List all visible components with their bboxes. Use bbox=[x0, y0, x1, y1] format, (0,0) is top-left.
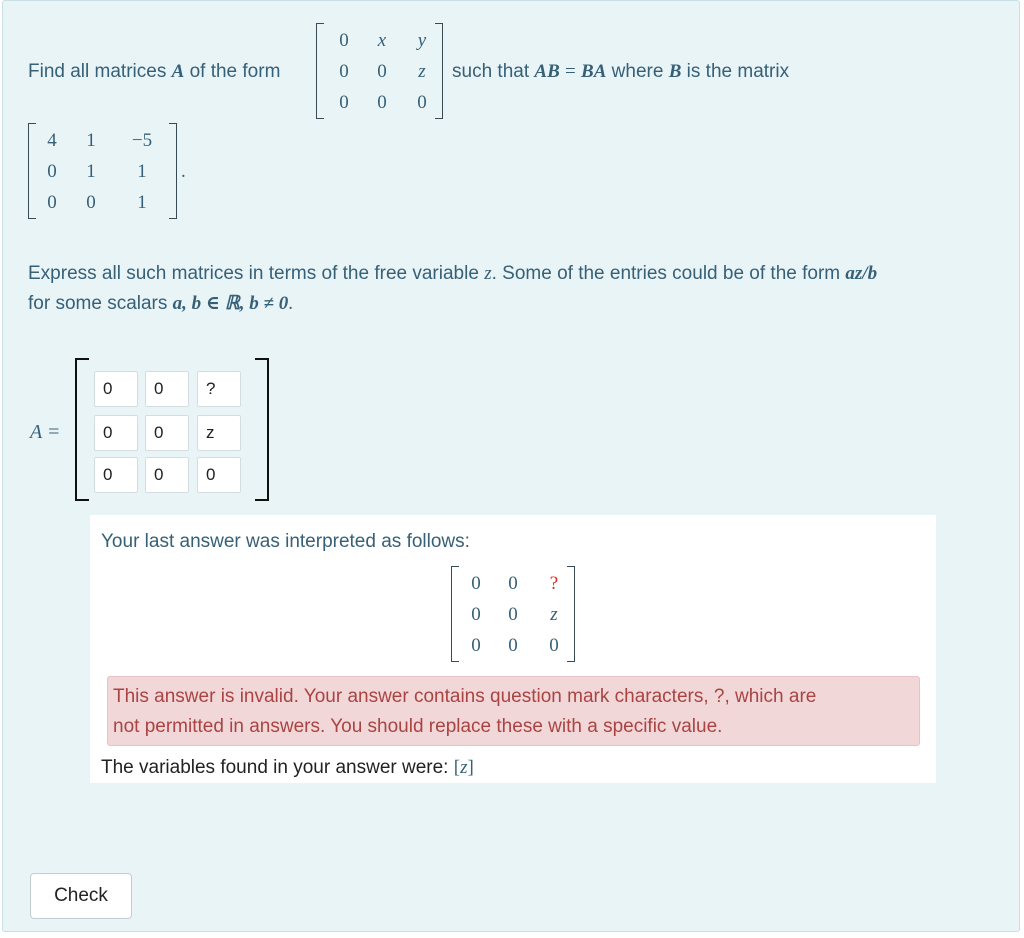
instruction-period: . bbox=[288, 293, 293, 314]
ba-expr: BA bbox=[581, 61, 607, 82]
interpreted-matrix-cell-2-1: 0 bbox=[508, 634, 518, 656]
b-matrix bbox=[35, 125, 171, 218]
answer-input-r2-c1[interactable] bbox=[94, 415, 138, 451]
interpreted-matrix-right-bracket bbox=[567, 566, 575, 662]
variables-found bbox=[101, 757, 474, 779]
answer-label: A = bbox=[30, 421, 61, 443]
question-intro bbox=[28, 61, 280, 83]
form-matrix bbox=[325, 25, 443, 118]
interpreted-label: Your last answer was interpreted as follows: bbox=[101, 531, 470, 552]
b-matrix-right-bracket bbox=[169, 123, 177, 219]
such-that-text: such that bbox=[452, 61, 530, 82]
b-matrix-cell-1-1: 1 bbox=[86, 160, 96, 182]
form-matrix-cell-2-2: 0 bbox=[417, 91, 427, 113]
error-line-1: This answer is invalid. Your answer contains question mark characters, ?, which are bbox=[113, 686, 817, 707]
form-matrix-right-bracket bbox=[435, 23, 443, 119]
scalars-text: for some scalars bbox=[28, 293, 168, 314]
answer-input-r1-c3[interactable] bbox=[197, 371, 241, 407]
interpreted-matrix-cell-2-2: 0 bbox=[549, 634, 559, 656]
b-matrix-period: . bbox=[181, 161, 186, 182]
instruction-line-2 bbox=[28, 292, 293, 315]
form-matrix-cell-0-0: 0 bbox=[339, 29, 349, 51]
where-text: where bbox=[611, 61, 664, 82]
express-middle-text: . Some of the entries could be of the form bbox=[491, 263, 841, 284]
b-matrix-cell-2-0: 0 bbox=[47, 191, 57, 213]
variables-text: The variables found in your answer were: bbox=[101, 757, 449, 778]
answer-input-r2-c3[interactable] bbox=[197, 415, 241, 451]
answer-left-bracket bbox=[75, 358, 89, 501]
form-matrix-cell-1-0: 0 bbox=[339, 60, 349, 82]
free-variable: z bbox=[484, 263, 492, 284]
form-matrix-cell-0-2: y bbox=[417, 29, 427, 51]
interpreted-matrix-cell-0-2: ? bbox=[549, 572, 559, 594]
express-text: Express all such matrices in terms of the free variable bbox=[28, 263, 479, 284]
b-matrix-cell-1-0: 0 bbox=[47, 160, 57, 182]
variables-value: [z] bbox=[453, 757, 474, 778]
answer-input-r2-c2[interactable] bbox=[145, 415, 189, 451]
instruction-line-1 bbox=[28, 263, 877, 285]
form-matrix-cell-1-2: z bbox=[418, 60, 426, 82]
var-a: A bbox=[171, 61, 185, 82]
form-matrix-cell-2-0: 0 bbox=[339, 91, 349, 113]
b-matrix-cell-0-0: 4 bbox=[47, 129, 57, 151]
question-panel bbox=[2, 0, 1020, 932]
interpreted-matrix bbox=[458, 568, 576, 661]
check-button[interactable]: Check bbox=[30, 873, 132, 919]
interpreted-matrix-cell-0-1: 0 bbox=[508, 572, 518, 594]
interpreted-matrix-cell-1-2: z bbox=[550, 603, 558, 625]
interpreted-matrix-cell-0-0: 0 bbox=[471, 572, 481, 594]
intro-text: Find all matrices bbox=[28, 61, 167, 82]
variables-var: z bbox=[460, 757, 468, 778]
form-matrix-cell-0-1: x bbox=[377, 29, 387, 51]
ab-expr: AB bbox=[534, 61, 560, 82]
answer-input-r1-c1[interactable] bbox=[94, 371, 138, 407]
b-matrix-cell-2-1: 0 bbox=[86, 191, 96, 213]
interpreted-matrix-cell-1-0: 0 bbox=[471, 603, 481, 625]
answer-right-bracket bbox=[255, 358, 269, 501]
scalars-expression: a, b ∈ ℝ, b ≠ 0 bbox=[172, 293, 289, 314]
form-matrix-cell-1-1: 0 bbox=[377, 60, 387, 82]
error-message bbox=[107, 676, 920, 746]
answer-input-r3-c1[interactable] bbox=[94, 457, 138, 493]
answer-input-r3-c3[interactable] bbox=[197, 457, 241, 493]
b-matrix-cell-2-2: 1 bbox=[137, 191, 147, 213]
form-matrix-left-bracket bbox=[316, 23, 324, 119]
b-matrix-cell-1-2: 1 bbox=[137, 160, 147, 182]
of-the-form-text: of the form bbox=[189, 61, 281, 82]
question-condition bbox=[452, 61, 789, 83]
b-matrix-cell-0-1: 1 bbox=[86, 129, 96, 151]
form-matrix-cell-2-1: 0 bbox=[377, 91, 387, 113]
error-line-2: not permitted in answers. You should replace these with a specific value. bbox=[113, 716, 723, 737]
equals-sign: = bbox=[565, 61, 576, 82]
var-b: B bbox=[668, 61, 682, 82]
answer-input-r1-c2[interactable] bbox=[145, 371, 189, 407]
interpreted-matrix-cell-1-1: 0 bbox=[508, 603, 518, 625]
form-expression: az/b bbox=[845, 263, 878, 284]
b-matrix-cell-0-2: −5 bbox=[131, 129, 153, 151]
is-the-matrix-text: is the matrix bbox=[686, 61, 790, 82]
answer-input-r3-c2[interactable] bbox=[145, 457, 189, 493]
interpreted-matrix-cell-2-0: 0 bbox=[471, 634, 481, 656]
